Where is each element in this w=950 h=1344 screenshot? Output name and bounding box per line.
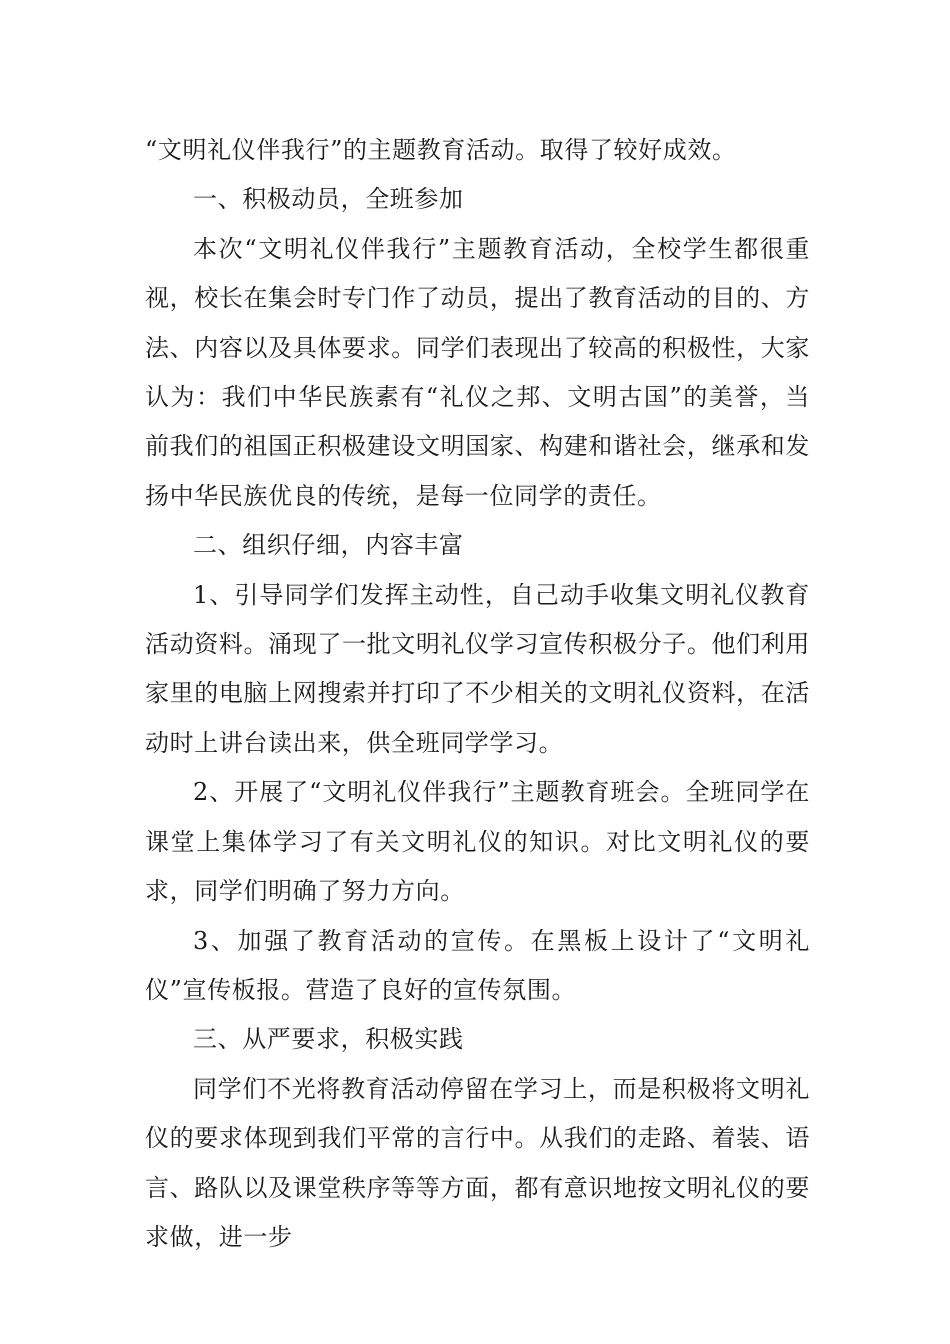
- paragraph-continuation: “文明礼仪伴我行”的主题教育活动。取得了较好成效。: [145, 136, 737, 164]
- section-heading-1: 一、积极动员，全班参加: [193, 185, 464, 214]
- paragraph-item-1: 1、引导同学们发挥主动性，自己动手收集文明礼仪教育活动资料。涌现了一批文明礼仪学习宣传积极分子。他们利用家里的电脑上网搜索并打印了不少相关的文明礼仪资料，在活动时上讲台读出来，供全班同学学习。: [145, 580, 810, 757]
- paragraph-item-3: 3、加强了教育活动的宣传。在黑板上设计了“文明礼仪”宣传板报。营造了良好的宣传氛围。: [145, 926, 810, 1004]
- section-heading-2: 二、组织仔细，内容丰富: [193, 531, 464, 560]
- section-heading-3: 三、从严要求，积极实践: [193, 1025, 464, 1054]
- paragraph-mobilization: 本次“文明礼仪伴我行”主题教育活动，全校学生都很重视，校长在集会时专门作了动员，提出了教育活动的目的、方法、内容以及具体要求。同学们表现出了较高的积极性，大家认为：我们中华民族素有“礼仪之邦、文明古国”的美誉，当前我们的祖国正积极建设文明国家、构建和谐社会，继承和发扬中华民族优良的传统，是每一位同学的责任。: [145, 234, 810, 510]
- paragraph-item-2: 2、开展了“文明礼仪伴我行”主题教育班会。全班同学在课堂上集体学习了有关文明礼仪的知识。对比文明礼仪的要求，同学们明确了努力方向。: [145, 778, 810, 906]
- paragraph-practice: 同学们不光将教育活动停留在学习上，而是积极将文明礼仪的要求体现到我们平常的言行中。从我们的走路、着装、语言、路队以及课堂秩序等等方面，都有意识地按文明礼仪的要求做，进一步: [145, 1074, 810, 1251]
- document-body: [145, 126, 810, 1262]
